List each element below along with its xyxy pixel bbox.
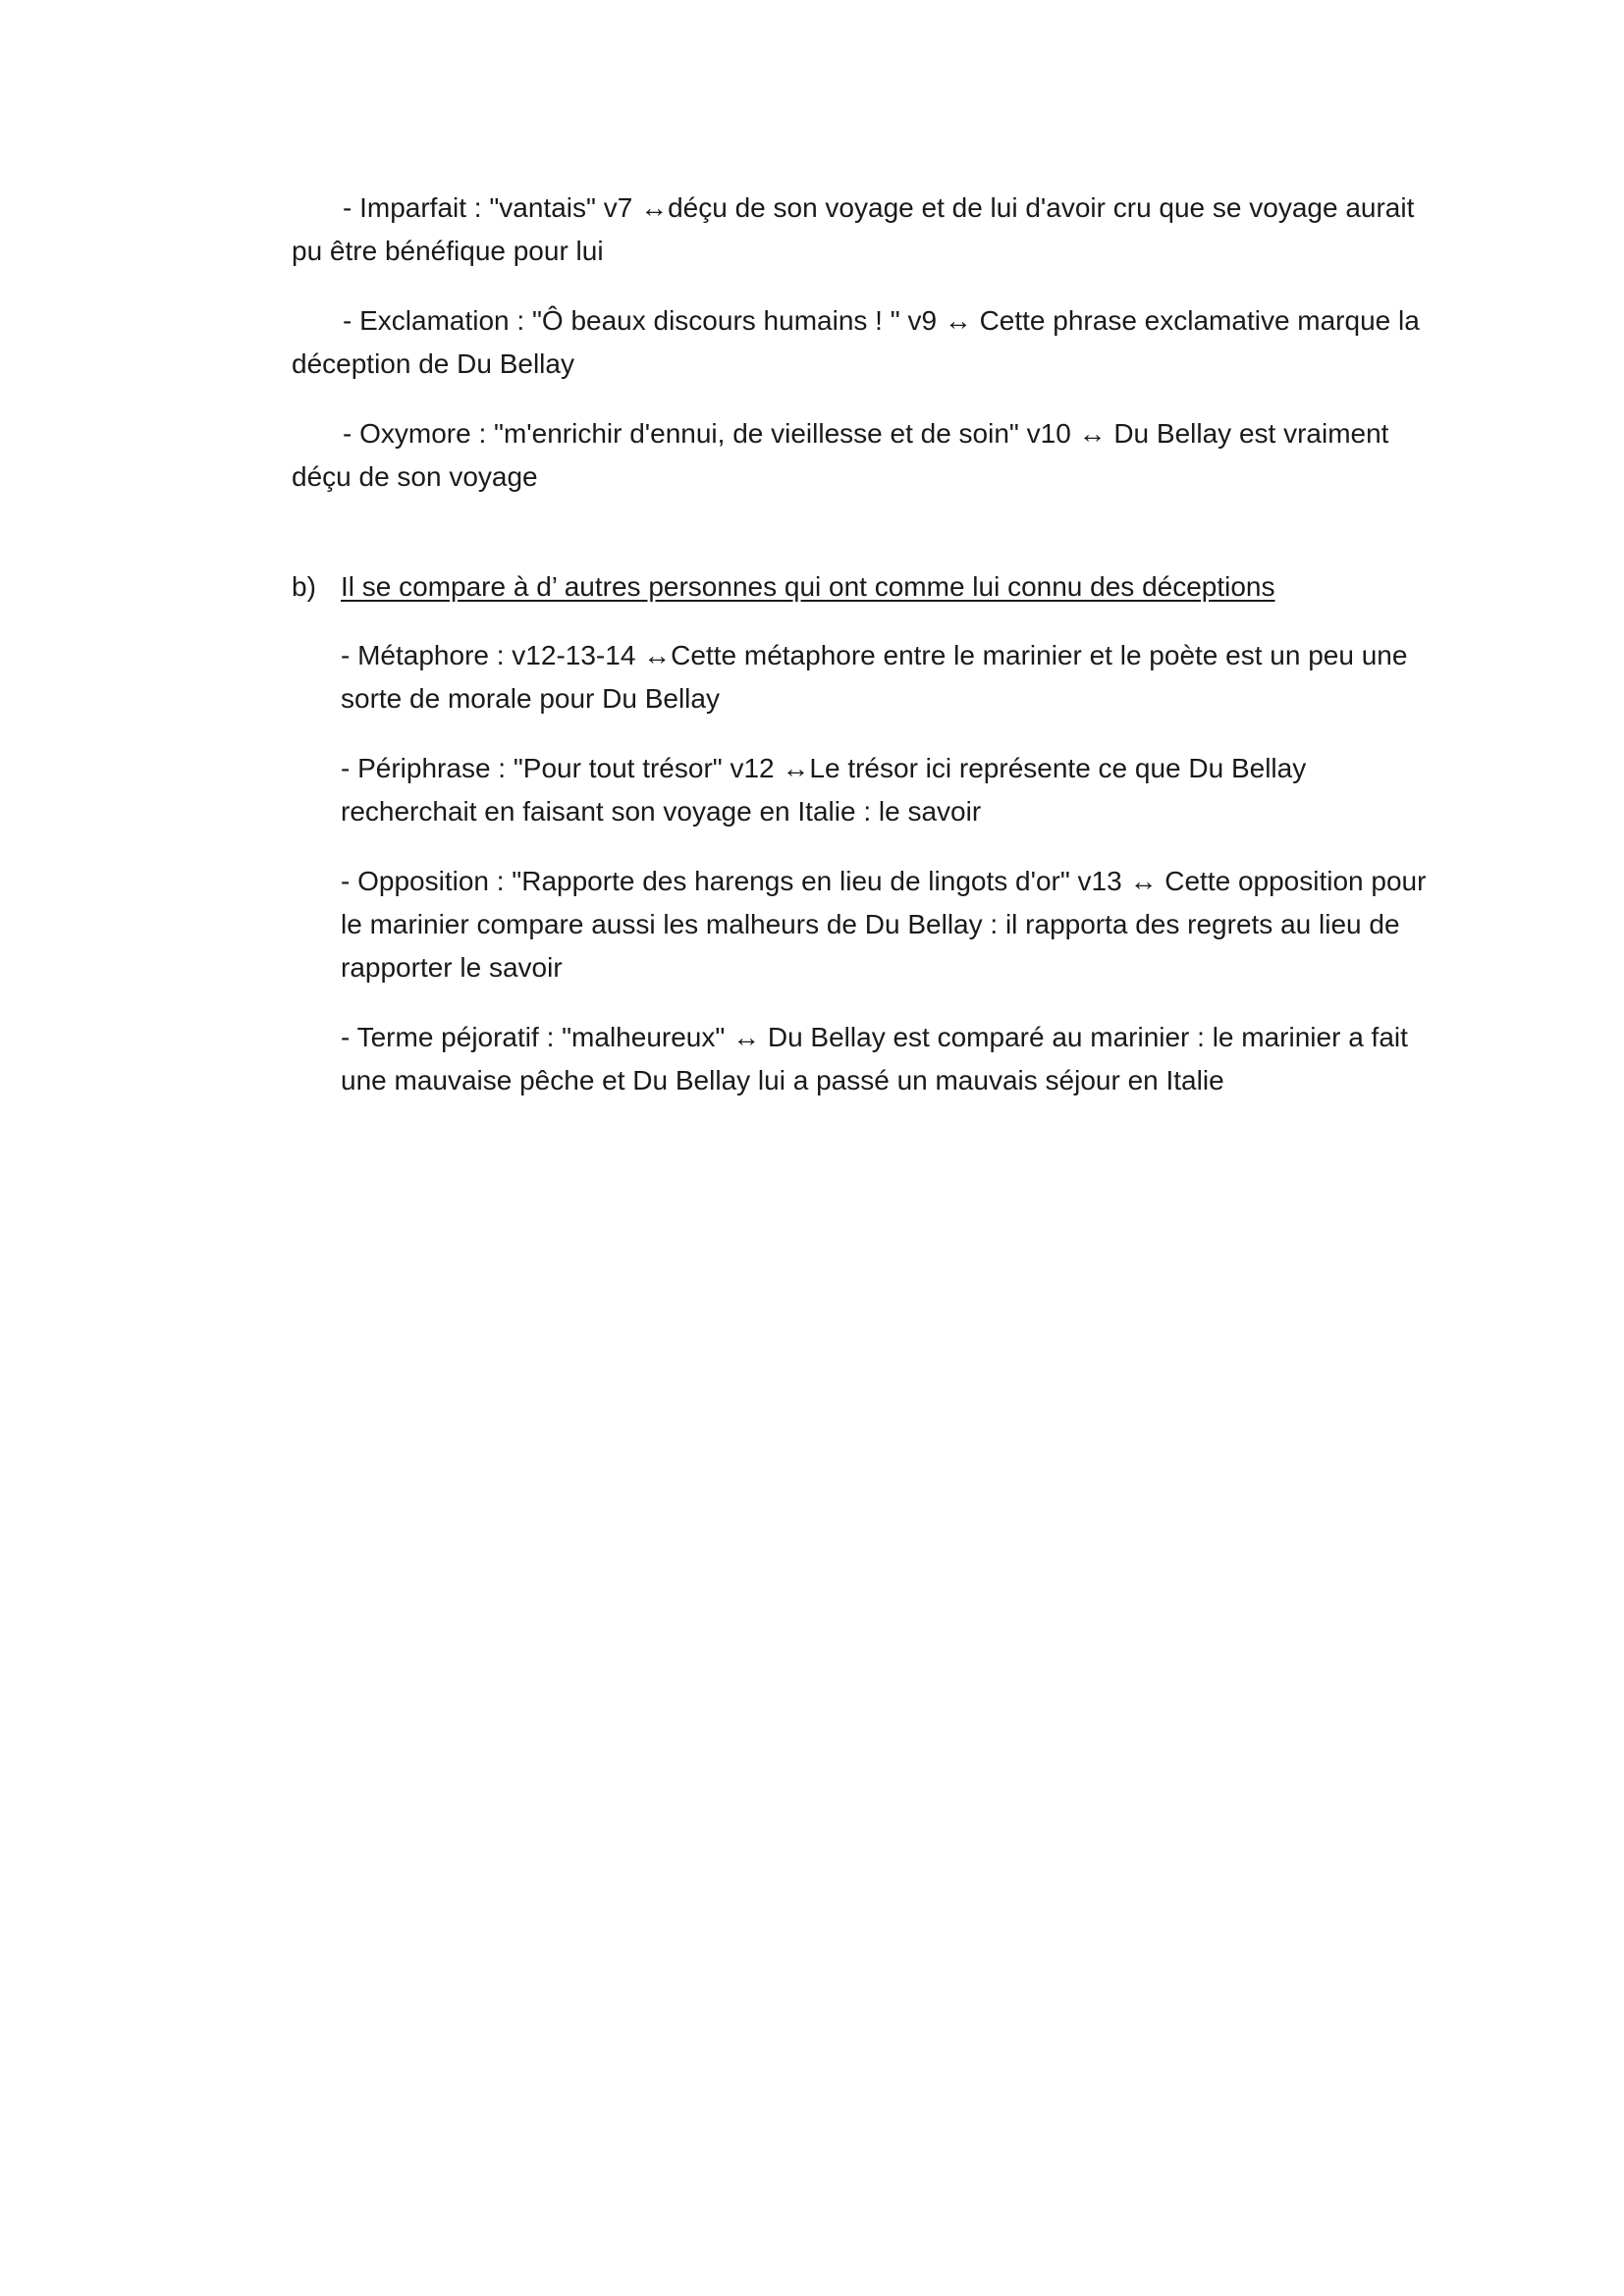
document-body	[292, 187, 1440, 1129]
intro-item-oxymore: - Oxymore : "m'enrichir d'ennui, de vieillesse et de soin" v10 ↔ Du Bellay est vraiment déçu de son voyage	[292, 418, 1389, 492]
section-b-item-opposition: - Opposition : "Rapporte des harengs en lieu de lingots d'or" v13 ↔ Cette opposition pour le marinier compare aussi les malheurs de Du Bellay : il rapporta des regrets au lieu de rapporter le savoir	[341, 866, 1427, 983]
section-b-heading	[292, 565, 1440, 609]
intro-item-imparfait: - Imparfait : "vantais" v7 ↔déçu de son voyage et de lui d'avoir cru que se voyage aurait pu être bénéfique pour lui	[292, 192, 1415, 266]
section-spacer	[292, 525, 1440, 565]
section-b-item-periphrase: - Périphrase : "Pour tout trésor" v12 ↔Le trésor ici représente ce que Du Bellay recherchait en faisant son voyage en Italie : le savoir	[341, 753, 1307, 827]
section-b-title: Il se compare à d’ autres personnes qui ont comme lui connu des déceptions	[341, 571, 1275, 602]
section-b-items	[341, 634, 1440, 1102]
section-b-item-metaphore: - Métaphore : v12-13-14 ↔Cette métaphore entre le marinier et le poète est un peu une sorte de morale pour Du Bellay	[341, 640, 1408, 714]
section-b-letter: b)	[292, 571, 316, 602]
section-b-item-terme-pejoratif: - Terme péjoratif : "malheureux" ↔ Du Bellay est comparé au marinier : le marinier a fait une mauvaise pêche et Du Bellay lui a passé un mauvais séjour en Italie	[341, 1022, 1408, 1095]
intro-item-exclamation: - Exclamation : "Ô beaux discours humains ! " v9 ↔ Cette phrase exclamative marque la déception de Du Bellay	[292, 305, 1420, 379]
